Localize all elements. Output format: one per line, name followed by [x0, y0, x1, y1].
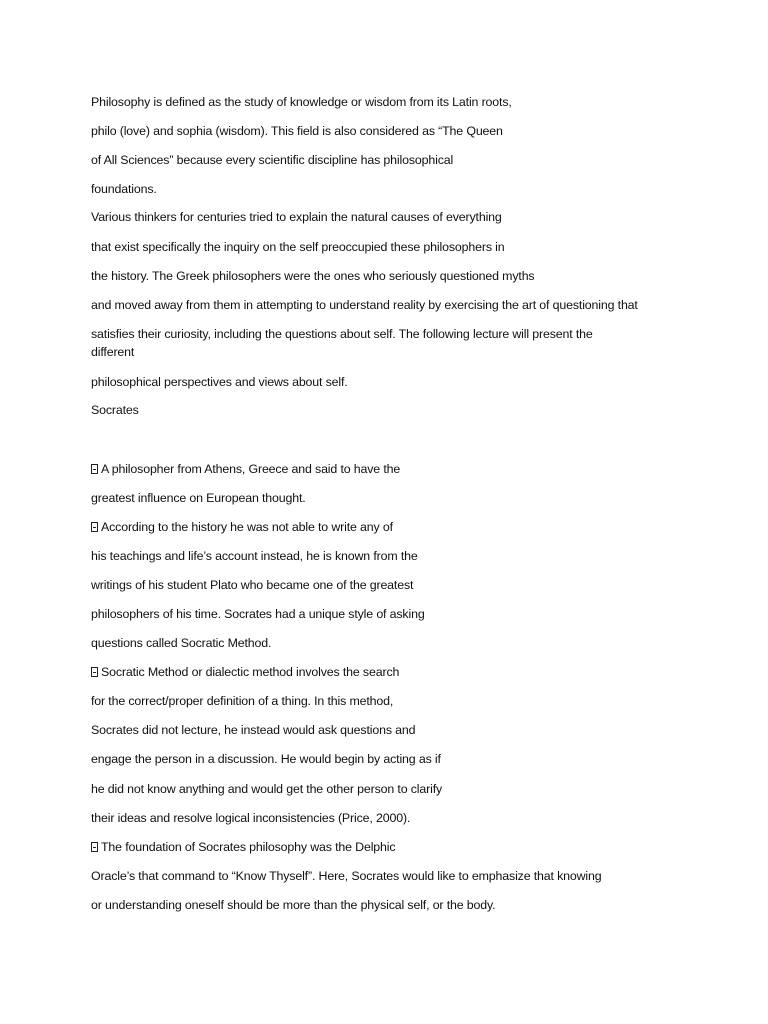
bullet-item: [91, 665, 399, 680]
bullet-text: According to the history he was not able to write any of: [101, 520, 393, 534]
text-line: engage the person in a discussion. He would begin by acting as if: [91, 752, 441, 766]
text-line: the history. The Greek philosophers were the ones who seriously questioned myths: [91, 269, 535, 283]
text-line: or understanding oneself should be more than the physical self, or the body.: [91, 898, 496, 912]
text-line: foundations.: [91, 182, 157, 196]
bullet-icon: [91, 842, 98, 852]
bullet-text: Socratic Method or dialectic method involves the search: [101, 665, 400, 679]
text-line: writings of his student Plato who became one of the greatest: [91, 578, 414, 592]
text-line: Philosophy is defined as the study of knowledge or wisdom from its Latin roots,: [91, 95, 512, 109]
bullet-icon: [91, 522, 98, 532]
bullet-icon: [91, 464, 98, 474]
text-line: satisfies their curiosity, including the questions about self. The following lecture will present the: [91, 327, 593, 341]
bullet-icon: [91, 667, 98, 677]
text-line: their ideas and resolve logical inconsistencies (Price, 2000).: [91, 811, 411, 825]
text-line: of All Sciences” because every scientific discipline has philosophical: [91, 153, 454, 167]
text-line: he did not know anything and would get the other person to clarify: [91, 782, 443, 796]
text-line: philo (love) and sophia (wisdom). This field is also considered as “The Queen: [91, 124, 503, 138]
bullet-text: A philosopher from Athens, Greece and said to have the: [101, 462, 401, 476]
text-line: his teachings and life’s account instead, he is known from the: [91, 549, 418, 563]
text-line: greatest influence on European thought.: [91, 491, 306, 505]
bullet-item: [91, 840, 395, 855]
bullet-item: [91, 462, 400, 477]
text-line: Various thinkers for centuries tried to explain the natural causes of everything: [91, 210, 502, 224]
text-line: different: [91, 345, 135, 359]
text-line: that exist specifically the inquiry on the self preoccupied these philosophers in: [91, 240, 505, 254]
text-line: and moved away from them in attempting to understand reality by exercising the art of questioning that: [91, 298, 638, 312]
text-line: questions called Socratic Method.: [91, 636, 272, 650]
text-line: Socrates did not lecture, he instead would ask questions and: [91, 723, 416, 737]
text-line: for the correct/proper definition of a thing. In this method,: [91, 694, 394, 708]
text-line: philosophical perspectives and views about self.: [91, 375, 348, 389]
bullet-text: The foundation of Socrates philosophy was the Delphic: [101, 840, 396, 854]
text-line: Oracle’s that command to “Know Thyself”. Here, Socrates would like to emphasize that knowing: [91, 869, 602, 883]
text-line: philosophers of his time. Socrates had a unique style of asking: [91, 607, 425, 621]
bullet-item: [91, 520, 393, 535]
section-heading: Socrates: [91, 403, 139, 417]
